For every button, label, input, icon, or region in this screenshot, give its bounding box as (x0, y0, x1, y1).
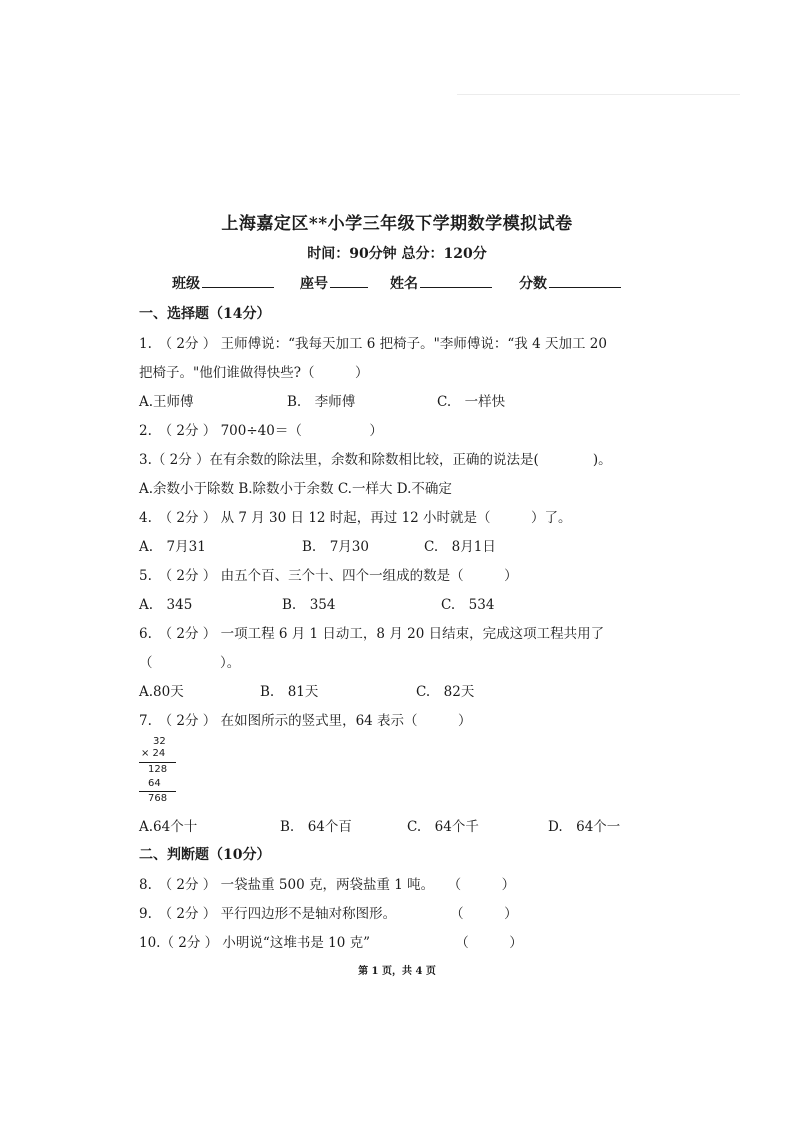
option-a: A. 7月31 (139, 539, 206, 555)
multiplicand: 32 (153, 736, 166, 747)
option-b: B. 354 (282, 597, 336, 613)
option-a: A.王师傅 (139, 394, 194, 410)
question-2: 2. （ 2分 ） 700÷40＝（ ） (139, 423, 383, 439)
question-1-line-2: 把椅子。"他们谁做得快些?（ ） (139, 365, 369, 381)
product-result: 768 (148, 793, 168, 804)
exam-subtitle: 时间：90分钟 总分：120分 (307, 246, 487, 262)
section-judgement-heading: 二、判断题（10分） (139, 847, 271, 863)
vertical-multiplication (139, 736, 189, 806)
class-label: 班级 (172, 276, 200, 292)
question-10: 10.（ 2分 ） 小明说“这堆书是 10 克” （ ） (139, 935, 523, 951)
question-6-line-2: （ ）。 (139, 655, 241, 671)
student-info-row (0, 273, 794, 293)
option-c: C. 64个千 (407, 819, 479, 835)
name-label: 姓名 (390, 276, 418, 292)
name-blank[interactable] (420, 273, 492, 288)
question-7: 7. （ 2分 ） 在如图所示的竖式里，64 表示（ ） (139, 713, 472, 729)
option-c: C. 8月1日 (424, 539, 496, 555)
question-7-options (139, 815, 659, 835)
question-1-options (139, 390, 639, 410)
question-4: 4. （ 2分 ） 从 7 月 30 日 12 时起，再过 12 小时就是（ ）了。 (139, 510, 572, 526)
multiplier: × 24 (141, 748, 166, 759)
page-footer: 第 1 页，共 4 页 (358, 966, 436, 977)
option-c: C. 534 (441, 597, 495, 613)
option-b: B. 李师傅 (287, 394, 356, 410)
seat-label: 座号 (300, 276, 328, 292)
class-blank[interactable] (202, 273, 274, 288)
partial-product-2: 64 (148, 778, 161, 789)
option-c: C. 82天 (416, 684, 475, 700)
score-field (519, 273, 621, 293)
class-field (172, 273, 274, 293)
question-1-line-1: 1. （ 2分 ） 王师傅说：“我每天加工 6 把椅子。"李师傅说：“我 4 天加工 20 (139, 336, 607, 352)
option-b: B. 7月30 (302, 539, 369, 555)
option-a: A. 345 (139, 597, 193, 613)
question-4-options (139, 535, 639, 555)
question-6-options (139, 680, 639, 700)
calc-rule-1 (139, 762, 176, 763)
name-field (390, 273, 492, 293)
seat-field (300, 273, 368, 293)
question-3: 3.（ 2分 ）在有余数的除法里，余数和除数相比较，正确的说法是( )。 (139, 452, 612, 468)
option-a: A.80天 (139, 684, 184, 700)
partial-product-1: 128 (148, 764, 168, 775)
question-5: 5. （ 2分 ） 由五个百、三个十、四个一组成的数是（ ） (139, 568, 518, 584)
score-label: 分数 (519, 276, 547, 292)
question-8: 8. （ 2分 ） 一袋盐重 500 克，两袋盐重 1 吨。 （ ） (139, 877, 516, 893)
question-3-options: A.余数小于除数 B.除数小于余数 C.一样大 D.不确定 (139, 481, 452, 497)
seat-blank[interactable] (330, 273, 368, 288)
exam-title: 上海嘉定区**小学三年级下学期数学模拟试卷 (221, 214, 573, 234)
option-c: C. 一样快 (437, 394, 506, 410)
option-b: B. 81天 (260, 684, 319, 700)
question-6-line-1: 6. （ 2分 ） 一项工程 6 月 1 日动工，8 月 20 日结束，完成这项工程共用了 (139, 626, 605, 642)
section-choice-heading: 一、选择题（14分） (139, 306, 271, 322)
header-rule (457, 94, 740, 95)
score-blank[interactable] (549, 273, 621, 288)
option-b: B. 64个百 (280, 819, 352, 835)
question-9: 9. （ 2分 ） 平行四边形不是轴对称图形。 （ ） (139, 906, 518, 922)
option-a: A.64个十 (139, 819, 198, 835)
question-5-options (139, 593, 639, 613)
calc-rule-2 (139, 791, 176, 792)
option-d: D. 64个一 (548, 819, 621, 835)
